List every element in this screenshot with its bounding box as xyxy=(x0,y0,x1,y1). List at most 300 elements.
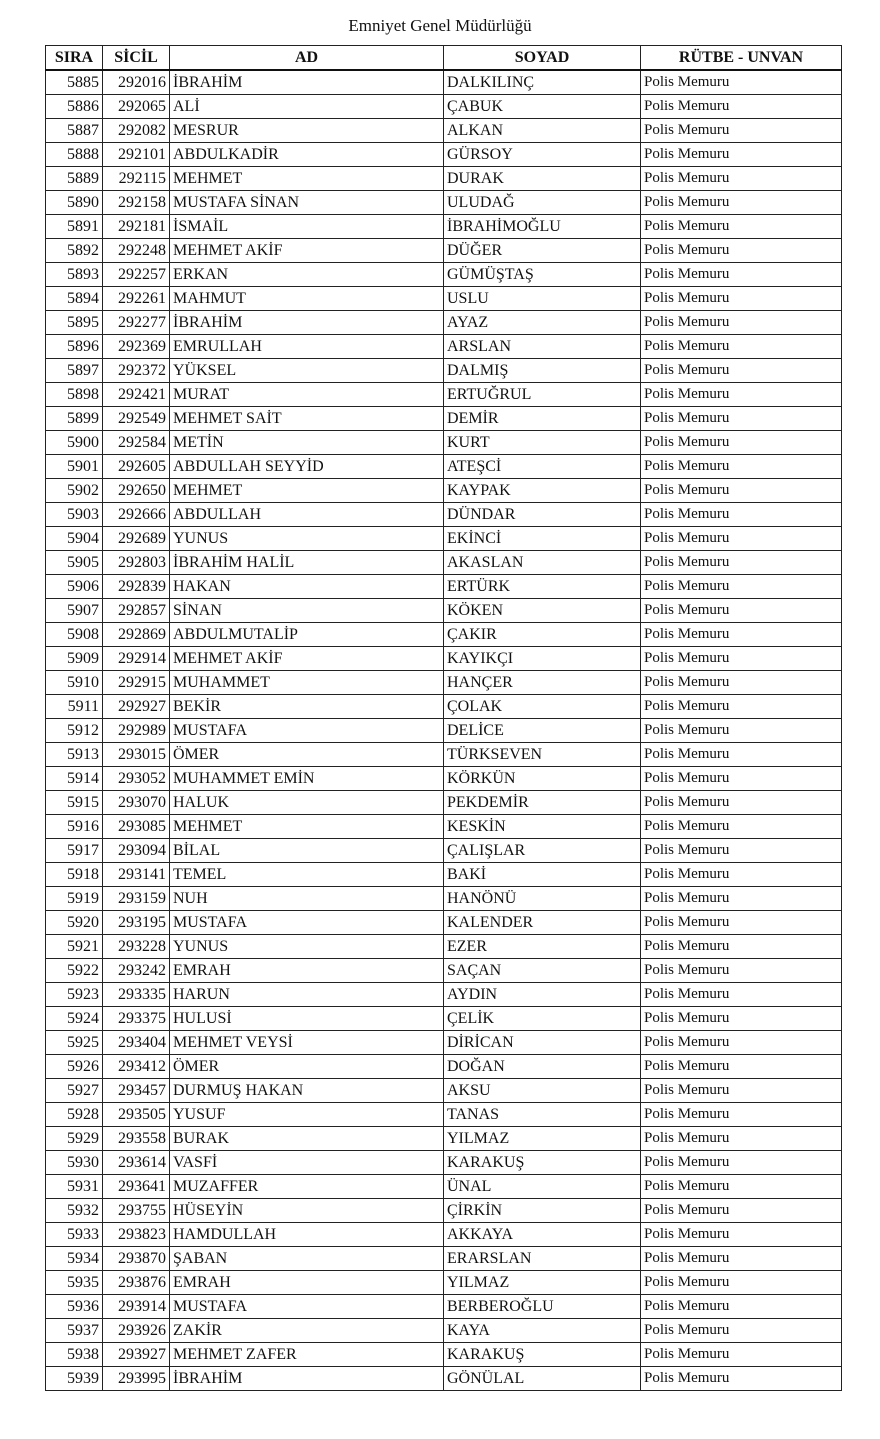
cell-rutbe-unvan: Polis Memuru xyxy=(641,479,842,503)
cell-sicil: 293412 xyxy=(103,1055,170,1079)
cell-ad: EMRULLAH xyxy=(170,335,444,359)
cell-sicil: 292914 xyxy=(103,647,170,671)
cell-ad: MUSTAFA SİNAN xyxy=(170,191,444,215)
table-row xyxy=(46,719,842,743)
personnel-table xyxy=(45,45,842,1391)
cell-rutbe-unvan: Polis Memuru xyxy=(641,911,842,935)
cell-ad: NUH xyxy=(170,887,444,911)
cell-sira: 5909 xyxy=(46,647,103,671)
cell-sira: 5913 xyxy=(46,743,103,767)
cell-rutbe-unvan: Polis Memuru xyxy=(641,119,842,143)
cell-sicil: 293242 xyxy=(103,959,170,983)
cell-soyad: ÇELİK xyxy=(444,1007,641,1031)
cell-sira: 5937 xyxy=(46,1319,103,1343)
table-row xyxy=(46,1151,842,1175)
cell-ad: YUSUF xyxy=(170,1103,444,1127)
cell-soyad: GÜRSOY xyxy=(444,143,641,167)
table-row xyxy=(46,1103,842,1127)
table-row xyxy=(46,599,842,623)
table-row xyxy=(46,1199,842,1223)
table-row xyxy=(46,431,842,455)
cell-sicil: 292803 xyxy=(103,551,170,575)
cell-soyad: KÖRKÜN xyxy=(444,767,641,791)
cell-rutbe-unvan: Polis Memuru xyxy=(641,1367,842,1391)
table-row xyxy=(46,1343,842,1367)
cell-rutbe-unvan: Polis Memuru xyxy=(641,527,842,551)
cell-soyad: HANÖNÜ xyxy=(444,887,641,911)
cell-sicil: 293195 xyxy=(103,911,170,935)
cell-soyad: KAYA xyxy=(444,1319,641,1343)
table-row xyxy=(46,1175,842,1199)
table-row xyxy=(46,551,842,575)
table-row xyxy=(46,791,842,815)
cell-sicil: 293823 xyxy=(103,1223,170,1247)
table-row xyxy=(46,1031,842,1055)
table-row xyxy=(46,743,842,767)
cell-sicil: 293141 xyxy=(103,863,170,887)
cell-sira: 5931 xyxy=(46,1175,103,1199)
cell-ad: BİLAL xyxy=(170,839,444,863)
table-row xyxy=(46,527,842,551)
cell-rutbe-unvan: Polis Memuru xyxy=(641,719,842,743)
cell-sira: 5890 xyxy=(46,191,103,215)
cell-ad: ABDULKADİR xyxy=(170,143,444,167)
cell-sira: 5916 xyxy=(46,815,103,839)
cell-ad: HAMDULLAH xyxy=(170,1223,444,1247)
cell-ad: METİN xyxy=(170,431,444,455)
cell-rutbe-unvan: Polis Memuru xyxy=(641,1127,842,1151)
cell-rutbe-unvan: Polis Memuru xyxy=(641,215,842,239)
cell-sira: 5905 xyxy=(46,551,103,575)
cell-rutbe-unvan: Polis Memuru xyxy=(641,1151,842,1175)
cell-rutbe-unvan: Polis Memuru xyxy=(641,167,842,191)
cell-soyad: AKSU xyxy=(444,1079,641,1103)
cell-ad: ZAKİR xyxy=(170,1319,444,1343)
cell-sicil: 292101 xyxy=(103,143,170,167)
cell-sicil: 292261 xyxy=(103,287,170,311)
cell-soyad: DÜNDAR xyxy=(444,503,641,527)
cell-sicil: 293755 xyxy=(103,1199,170,1223)
cell-sira: 5928 xyxy=(46,1103,103,1127)
cell-soyad: KALENDER xyxy=(444,911,641,935)
cell-rutbe-unvan: Polis Memuru xyxy=(641,335,842,359)
column-header-sicil: SİCİL xyxy=(103,46,170,71)
cell-rutbe-unvan: Polis Memuru xyxy=(641,959,842,983)
cell-sicil: 292065 xyxy=(103,95,170,119)
cell-soyad: ERARSLAN xyxy=(444,1247,641,1271)
cell-sira: 5897 xyxy=(46,359,103,383)
cell-soyad: AKKAYA xyxy=(444,1223,641,1247)
table-row xyxy=(46,1223,842,1247)
cell-sicil: 292915 xyxy=(103,671,170,695)
table-row xyxy=(46,143,842,167)
table-row xyxy=(46,935,842,959)
cell-soyad: DELİCE xyxy=(444,719,641,743)
cell-soyad: TANAS xyxy=(444,1103,641,1127)
cell-soyad: ÇİRKİN xyxy=(444,1199,641,1223)
cell-soyad: ÇOLAK xyxy=(444,695,641,719)
cell-sira: 5915 xyxy=(46,791,103,815)
cell-sira: 5917 xyxy=(46,839,103,863)
cell-ad: YUNUS xyxy=(170,935,444,959)
cell-sira: 5911 xyxy=(46,695,103,719)
cell-rutbe-unvan: Polis Memuru xyxy=(641,359,842,383)
cell-rutbe-unvan: Polis Memuru xyxy=(641,1319,842,1343)
cell-rutbe-unvan: Polis Memuru xyxy=(641,575,842,599)
cell-sicil: 293375 xyxy=(103,1007,170,1031)
cell-soyad: KURT xyxy=(444,431,641,455)
cell-soyad: KÖKEN xyxy=(444,599,641,623)
cell-sicil: 292689 xyxy=(103,527,170,551)
cell-rutbe-unvan: Polis Memuru xyxy=(641,455,842,479)
cell-ad: HALUK xyxy=(170,791,444,815)
table-header xyxy=(46,46,842,71)
cell-rutbe-unvan: Polis Memuru xyxy=(641,1271,842,1295)
cell-ad: MESRUR xyxy=(170,119,444,143)
cell-sira: 5904 xyxy=(46,527,103,551)
cell-rutbe-unvan: Polis Memuru xyxy=(641,647,842,671)
cell-soyad: ÇABUK xyxy=(444,95,641,119)
cell-sicil: 292927 xyxy=(103,695,170,719)
cell-sira: 5932 xyxy=(46,1199,103,1223)
cell-sicil: 293159 xyxy=(103,887,170,911)
cell-soyad: DOĞAN xyxy=(444,1055,641,1079)
cell-soyad: AYAZ xyxy=(444,311,641,335)
cell-sicil: 293641 xyxy=(103,1175,170,1199)
cell-soyad: ERTUĞRUL xyxy=(444,383,641,407)
cell-soyad: GÜMÜŞTAŞ xyxy=(444,263,641,287)
cell-sira: 5918 xyxy=(46,863,103,887)
cell-sicil: 293404 xyxy=(103,1031,170,1055)
table-row xyxy=(46,839,842,863)
cell-sicil: 293927 xyxy=(103,1343,170,1367)
cell-ad: MUSTAFA xyxy=(170,719,444,743)
cell-soyad: GÖNÜLAL xyxy=(444,1367,641,1391)
cell-sira: 5933 xyxy=(46,1223,103,1247)
cell-rutbe-unvan: Polis Memuru xyxy=(641,1223,842,1247)
cell-sira: 5907 xyxy=(46,599,103,623)
cell-sira: 5927 xyxy=(46,1079,103,1103)
cell-ad: İBRAHİM xyxy=(170,311,444,335)
cell-sira: 5902 xyxy=(46,479,103,503)
cell-sicil: 292869 xyxy=(103,623,170,647)
table-row xyxy=(46,503,842,527)
cell-sira: 5889 xyxy=(46,167,103,191)
cell-sicil: 292115 xyxy=(103,167,170,191)
cell-sira: 5934 xyxy=(46,1247,103,1271)
cell-sira: 5912 xyxy=(46,719,103,743)
cell-sicil: 292016 xyxy=(103,70,170,95)
cell-soyad: EZER xyxy=(444,935,641,959)
cell-soyad: DALMIŞ xyxy=(444,359,641,383)
cell-sicil: 292989 xyxy=(103,719,170,743)
cell-sicil: 292857 xyxy=(103,599,170,623)
cell-sira: 5892 xyxy=(46,239,103,263)
table-row xyxy=(46,1127,842,1151)
cell-soyad: DİRİCAN xyxy=(444,1031,641,1055)
cell-rutbe-unvan: Polis Memuru xyxy=(641,1175,842,1199)
cell-sira: 5921 xyxy=(46,935,103,959)
cell-rutbe-unvan: Polis Memuru xyxy=(641,1247,842,1271)
cell-sicil: 292549 xyxy=(103,407,170,431)
cell-ad: İBRAHİM HALİL xyxy=(170,551,444,575)
cell-sicil: 293228 xyxy=(103,935,170,959)
column-header-sira: SIRA xyxy=(46,46,103,71)
cell-sicil: 292248 xyxy=(103,239,170,263)
cell-rutbe-unvan: Polis Memuru xyxy=(641,767,842,791)
cell-soyad: KESKİN xyxy=(444,815,641,839)
cell-soyad: ERTÜRK xyxy=(444,575,641,599)
cell-sira: 5908 xyxy=(46,623,103,647)
cell-soyad: DEMİR xyxy=(444,407,641,431)
cell-ad: HAKAN xyxy=(170,575,444,599)
cell-sira: 5925 xyxy=(46,1031,103,1055)
table-row xyxy=(46,1367,842,1391)
cell-soyad: ÇAKIR xyxy=(444,623,641,647)
table-body xyxy=(46,70,842,1391)
cell-ad: MEHMET AKİF xyxy=(170,239,444,263)
table-row xyxy=(46,1079,842,1103)
cell-sira: 5894 xyxy=(46,287,103,311)
table-row xyxy=(46,455,842,479)
cell-ad: ABDULMUTALİP xyxy=(170,623,444,647)
cell-sira: 5938 xyxy=(46,1343,103,1367)
cell-sira: 5887 xyxy=(46,119,103,143)
cell-rutbe-unvan: Polis Memuru xyxy=(641,503,842,527)
cell-ad: MEHMET xyxy=(170,815,444,839)
cell-ad: TEMEL xyxy=(170,863,444,887)
table-row xyxy=(46,335,842,359)
cell-ad: ALİ xyxy=(170,95,444,119)
table-row xyxy=(46,191,842,215)
table-row xyxy=(46,407,842,431)
cell-ad: SİNAN xyxy=(170,599,444,623)
cell-sira: 5923 xyxy=(46,983,103,1007)
table-row xyxy=(46,311,842,335)
cell-sicil: 293914 xyxy=(103,1295,170,1319)
cell-sicil: 293876 xyxy=(103,1271,170,1295)
table-row xyxy=(46,359,842,383)
cell-sicil: 293094 xyxy=(103,839,170,863)
cell-soyad: DURAK xyxy=(444,167,641,191)
cell-sicil: 292605 xyxy=(103,455,170,479)
table-row xyxy=(46,647,842,671)
cell-rutbe-unvan: Polis Memuru xyxy=(641,863,842,887)
cell-sicil: 293085 xyxy=(103,815,170,839)
cell-sira: 5900 xyxy=(46,431,103,455)
cell-ad: ŞABAN xyxy=(170,1247,444,1271)
cell-soyad: KAYIKÇI xyxy=(444,647,641,671)
cell-soyad: ÜNAL xyxy=(444,1175,641,1199)
cell-ad: MEHMET ZAFER xyxy=(170,1343,444,1367)
cell-sicil: 293052 xyxy=(103,767,170,791)
cell-sicil: 292839 xyxy=(103,575,170,599)
cell-rutbe-unvan: Polis Memuru xyxy=(641,1079,842,1103)
cell-ad: MUHAMMET EMİN xyxy=(170,767,444,791)
cell-rutbe-unvan: Polis Memuru xyxy=(641,1007,842,1031)
cell-soyad: SAÇAN xyxy=(444,959,641,983)
cell-ad: MEHMET xyxy=(170,479,444,503)
cell-ad: ÖMER xyxy=(170,1055,444,1079)
cell-rutbe-unvan: Polis Memuru xyxy=(641,935,842,959)
cell-sira: 5910 xyxy=(46,671,103,695)
cell-soyad: ARSLAN xyxy=(444,335,641,359)
cell-rutbe-unvan: Polis Memuru xyxy=(641,623,842,647)
table-row xyxy=(46,215,842,239)
cell-rutbe-unvan: Polis Memuru xyxy=(641,1103,842,1127)
cell-sira: 5919 xyxy=(46,887,103,911)
cell-ad: MUHAMMET xyxy=(170,671,444,695)
cell-sira: 5922 xyxy=(46,959,103,983)
table-row xyxy=(46,1007,842,1031)
cell-ad: MAHMUT xyxy=(170,287,444,311)
table-row xyxy=(46,1319,842,1343)
table-row xyxy=(46,95,842,119)
cell-sicil: 293614 xyxy=(103,1151,170,1175)
cell-rutbe-unvan: Polis Memuru xyxy=(641,695,842,719)
cell-ad: İSMAİL xyxy=(170,215,444,239)
table-row xyxy=(46,239,842,263)
cell-rutbe-unvan: Polis Memuru xyxy=(641,95,842,119)
cell-sira: 5936 xyxy=(46,1295,103,1319)
cell-soyad: İBRAHİMOĞLU xyxy=(444,215,641,239)
cell-soyad: BERBEROĞLU xyxy=(444,1295,641,1319)
cell-rutbe-unvan: Polis Memuru xyxy=(641,791,842,815)
page-title: Emniyet Genel Müdürlüğü xyxy=(348,16,532,35)
cell-rutbe-unvan: Polis Memuru xyxy=(641,1199,842,1223)
table-row xyxy=(46,1295,842,1319)
cell-rutbe-unvan: Polis Memuru xyxy=(641,287,842,311)
cell-ad: ABDULLAH xyxy=(170,503,444,527)
cell-ad: İBRAHİM xyxy=(170,1367,444,1391)
cell-soyad: PEKDEMİR xyxy=(444,791,641,815)
cell-ad: ERKAN xyxy=(170,263,444,287)
table-row xyxy=(46,287,842,311)
cell-sira: 5924 xyxy=(46,1007,103,1031)
cell-sira: 5935 xyxy=(46,1271,103,1295)
cell-sira: 5920 xyxy=(46,911,103,935)
cell-soyad: DALKILINÇ xyxy=(444,70,641,95)
cell-sicil: 292257 xyxy=(103,263,170,287)
cell-sicil: 293457 xyxy=(103,1079,170,1103)
cell-sicil: 292584 xyxy=(103,431,170,455)
cell-rutbe-unvan: Polis Memuru xyxy=(641,1055,842,1079)
cell-ad: HULUSİ xyxy=(170,1007,444,1031)
cell-rutbe-unvan: Polis Memuru xyxy=(641,815,842,839)
cell-soyad: AYDIN xyxy=(444,983,641,1007)
cell-rutbe-unvan: Polis Memuru xyxy=(641,311,842,335)
cell-rutbe-unvan: Polis Memuru xyxy=(641,1343,842,1367)
cell-ad: ABDULLAH SEYYİD xyxy=(170,455,444,479)
table-row xyxy=(46,263,842,287)
table-row xyxy=(46,479,842,503)
header-row xyxy=(46,46,842,71)
cell-ad: YUNUS xyxy=(170,527,444,551)
cell-rutbe-unvan: Polis Memuru xyxy=(641,143,842,167)
cell-soyad: KARAKUŞ xyxy=(444,1151,641,1175)
table-row xyxy=(46,911,842,935)
cell-ad: VASFİ xyxy=(170,1151,444,1175)
cell-sira: 5891 xyxy=(46,215,103,239)
cell-ad: HÜSEYİN xyxy=(170,1199,444,1223)
cell-sira: 5888 xyxy=(46,143,103,167)
cell-ad: İBRAHİM xyxy=(170,70,444,95)
table-row xyxy=(46,695,842,719)
cell-rutbe-unvan: Polis Memuru xyxy=(641,1031,842,1055)
column-header-soyad: SOYAD xyxy=(444,46,641,71)
cell-sicil: 293070 xyxy=(103,791,170,815)
cell-rutbe-unvan: Polis Memuru xyxy=(641,70,842,95)
table-row xyxy=(46,983,842,1007)
cell-rutbe-unvan: Polis Memuru xyxy=(641,191,842,215)
table-row xyxy=(46,863,842,887)
cell-soyad: ULUDAĞ xyxy=(444,191,641,215)
table-row xyxy=(46,623,842,647)
column-header-ad: AD xyxy=(170,46,444,71)
cell-soyad: KARAKUŞ xyxy=(444,1343,641,1367)
cell-soyad: BAKİ xyxy=(444,863,641,887)
cell-soyad: TÜRKSEVEN xyxy=(444,743,641,767)
cell-sira: 5929 xyxy=(46,1127,103,1151)
cell-sira: 5914 xyxy=(46,767,103,791)
table-row xyxy=(46,70,842,95)
table-row xyxy=(46,815,842,839)
cell-ad: MEHMET VEYSİ xyxy=(170,1031,444,1055)
cell-rutbe-unvan: Polis Memuru xyxy=(641,551,842,575)
cell-rutbe-unvan: Polis Memuru xyxy=(641,839,842,863)
cell-sicil: 293926 xyxy=(103,1319,170,1343)
cell-ad: BURAK xyxy=(170,1127,444,1151)
cell-sicil: 292277 xyxy=(103,311,170,335)
table-row xyxy=(46,119,842,143)
cell-ad: MURAT xyxy=(170,383,444,407)
cell-rutbe-unvan: Polis Memuru xyxy=(641,887,842,911)
table-row xyxy=(46,1247,842,1271)
cell-rutbe-unvan: Polis Memuru xyxy=(641,671,842,695)
cell-soyad: YILMAZ xyxy=(444,1127,641,1151)
cell-sicil: 293335 xyxy=(103,983,170,1007)
cell-sicil: 293558 xyxy=(103,1127,170,1151)
cell-sira: 5895 xyxy=(46,311,103,335)
cell-soyad: ATEŞCİ xyxy=(444,455,641,479)
table-row xyxy=(46,959,842,983)
cell-sicil: 293015 xyxy=(103,743,170,767)
table-row xyxy=(46,671,842,695)
cell-rutbe-unvan: Polis Memuru xyxy=(641,743,842,767)
cell-sicil: 292421 xyxy=(103,383,170,407)
table-row xyxy=(46,1271,842,1295)
cell-sira: 5930 xyxy=(46,1151,103,1175)
cell-sicil: 293870 xyxy=(103,1247,170,1271)
cell-ad: HARUN xyxy=(170,983,444,1007)
table-row xyxy=(46,887,842,911)
cell-rutbe-unvan: Polis Memuru xyxy=(641,1295,842,1319)
cell-ad: MEHMET AKİF xyxy=(170,647,444,671)
cell-ad: MUSTAFA xyxy=(170,911,444,935)
cell-ad: EMRAH xyxy=(170,1271,444,1295)
cell-ad: MEHMET xyxy=(170,167,444,191)
cell-sira: 5939 xyxy=(46,1367,103,1391)
cell-rutbe-unvan: Polis Memuru xyxy=(641,431,842,455)
table-row xyxy=(46,575,842,599)
cell-ad: MEHMET SAİT xyxy=(170,407,444,431)
cell-ad: ÖMER xyxy=(170,743,444,767)
cell-rutbe-unvan: Polis Memuru xyxy=(641,599,842,623)
cell-soyad: ALKAN xyxy=(444,119,641,143)
cell-ad: BEKİR xyxy=(170,695,444,719)
table-row xyxy=(46,767,842,791)
table-row xyxy=(46,383,842,407)
